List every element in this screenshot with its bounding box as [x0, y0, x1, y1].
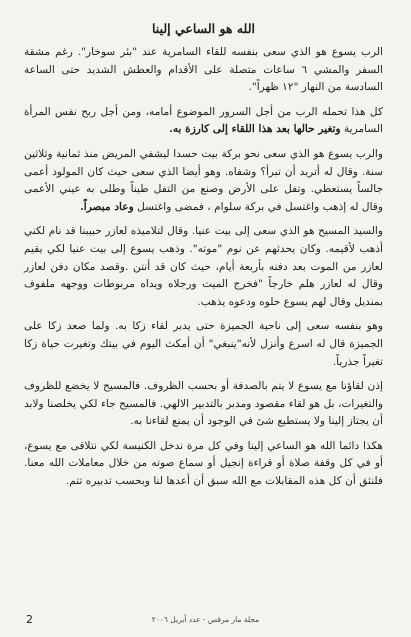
paragraph-text: كل هذا تحمله الرب من أجل السرور الموضوع أمامه، ومن أجل ربح نفس المرأة السامرية — [24, 105, 383, 136]
paragraph — [24, 438, 383, 491]
paragraph — [24, 146, 383, 216]
paragraph-text: والسيد المسيح هو الذي سعى إلى بيت عنيا. وقال لتلاميذه لعازر حبيبنا قد نام لكني أذهب لأقيمه. وكان يحدثهم عن نوم "موته". وذهب يسوع إلى بيت عنيا لكي يقيم لعازر من الموت بعد دفنه بأربعة أيام، حيث كان قد أنتن .وقصد مكان دفن لعازر وقال له لعازر هلم خارجاً "فخرج الميت ورجلاه ويداه مربوطات ووجهه ملفوف بمنديل وقال لهم يسوع حلوه ودعوه يذهب. — [24, 225, 383, 308]
page-title: الله هو الساعي إلينا — [152, 21, 255, 36]
paragraph-text: إذن لقاؤنا مع يسوع لا يتم بالصدفة أو بحسب الظروف. فالمسيح لا يخضع للظروف والتغيرات، بل هو لقاء مقصود ومدبر بالتدبير الالهي. فالمسيح جاء لكي يخلصنا ولابد أن يجتاز إلينا ولا يستطيع شئ في الوجود أن يمنع لقاءنا به. — [24, 380, 383, 428]
paragraph-text: والرب يسوع هو الذي سعى نحو بركة بيت حسدا ليشفي المريض منذ ثمانية وثلاثين سنة. وقال له أتريد أن تبرأ؟ وشفاه. وهو أيضا الذي سعى حيث كان المولود أعمى جالساً يستعطي. وتفل على الأرض وصنع من التفل طيناً وطلى به عيني الأعمى وقال له إذهب واغتسل في بركة سلوام ، فمضى واغتسل — [24, 147, 383, 213]
paragraph — [24, 104, 383, 139]
page-number: 2 — [26, 613, 33, 626]
paragraph — [24, 44, 383, 97]
paragraph — [24, 223, 383, 311]
paragraph — [24, 378, 383, 431]
paragraph-text: هكذا دائما الله هو الساعي إلينا وفي كل مرة ندخل الكنيسة لكي نتلاقى مع يسوع، أو في كل وقفة صلاة أو قراءة إنجيل أو سماع صوته من خلال معاملات الله معنا. فلنثق أن كل هذه المقابلات مع الله سبق أن أعدها لنا وبحسب تدبيره تتم. — [24, 439, 383, 488]
page-footer — [0, 613, 411, 627]
paragraph — [24, 318, 383, 371]
paragraph-text: الرب يسوع هو الذي سعى بنفسه للقاء السامرية عند "بئر سوخار". رغم مشقة السفر والمشي ٦ ساعات متصلة على الأقدام والعطش الشديد حتى الساعة السادسة من النهار "١٢ ظهراً". — [24, 46, 383, 94]
footer-publication: مجلة مار مرقس - عدد أبريل ٢٠٠٦ — [151, 615, 260, 624]
article-body — [24, 44, 383, 491]
emphasized-text: وعاد مبصراً. — [80, 200, 134, 213]
emphasized-text: وتغير حالها بعد هذا اللقاء إلى كارزة به. — [169, 123, 341, 136]
paragraph-text: وهو بنفسه سعى إلى ناحية الجميزة حتى يدبر لقاء زكا به. ولما صعد زكا على الجميزة قال له اسرع وأنزل لأنه"ينبغي" أن أمكث اليوم في بيتك وتغيرت حياة زكا تغيراً جذرياً. — [24, 320, 383, 368]
